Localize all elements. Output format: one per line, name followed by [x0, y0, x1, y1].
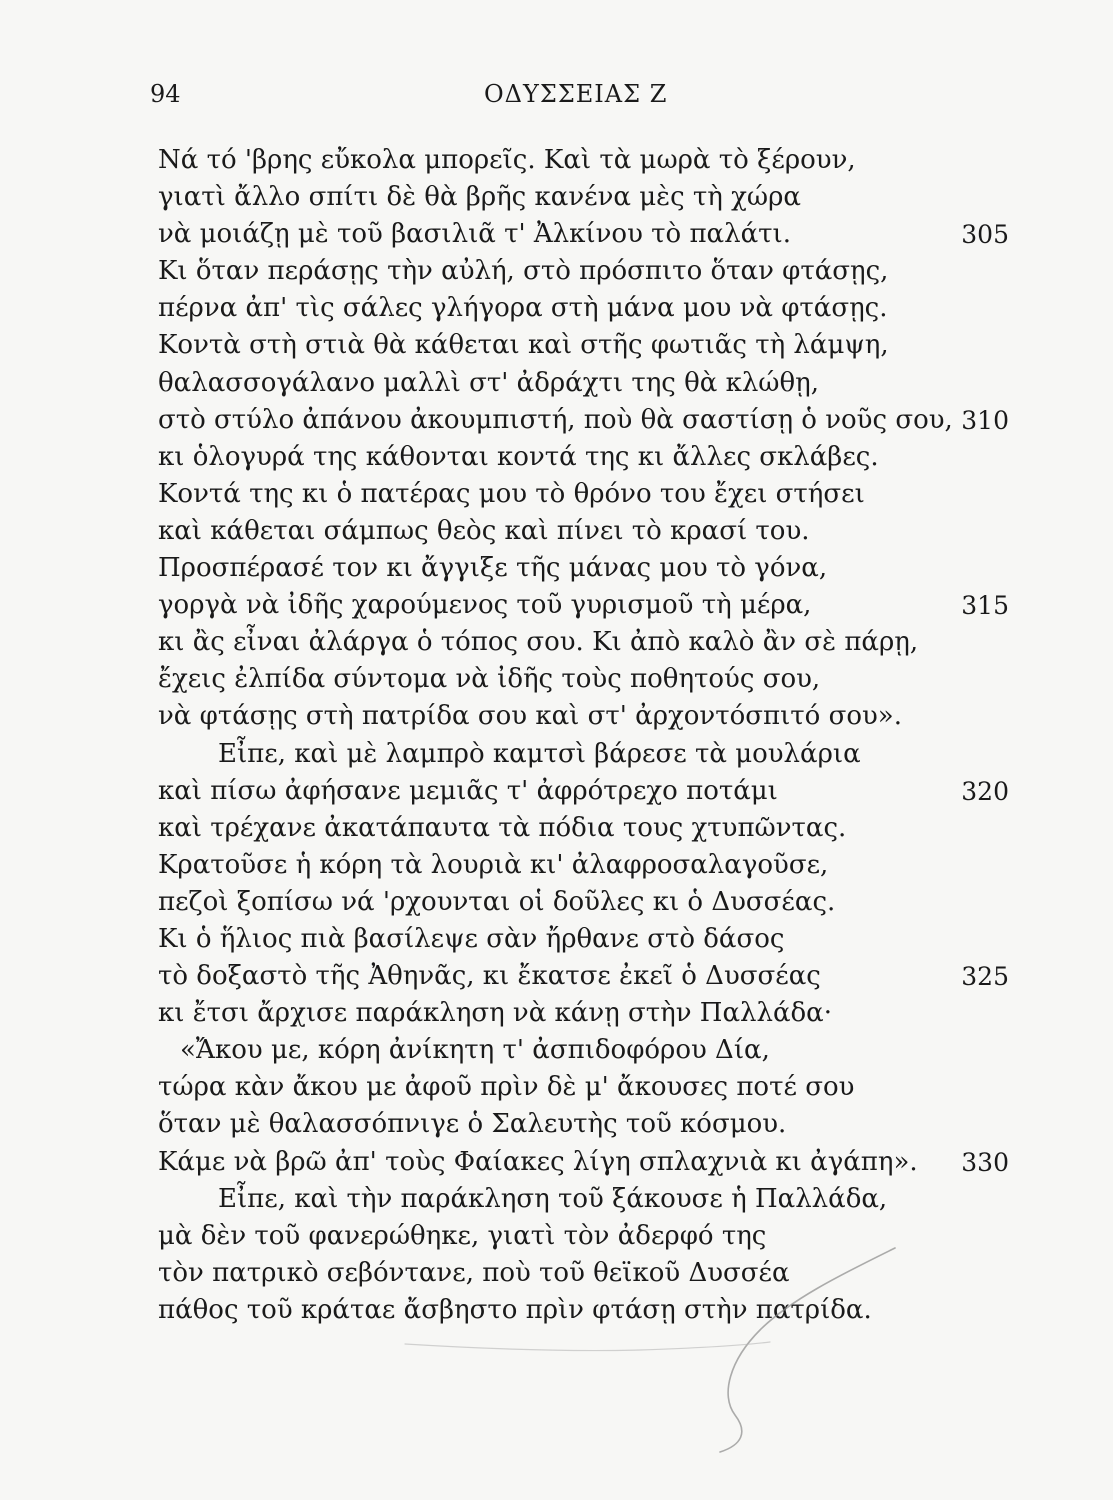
- verse-line: [0, 179, 1113, 216]
- verse-line: [0, 736, 1113, 773]
- verse-text: τὸ δοξαστὸ τῆς Ἀθηνᾶς, κι ἔκατσε ἐκεῖ ὁ Δυσσέας: [158, 961, 821, 992]
- verse-text: μὰ δὲν τοῦ φανερώθηκε, γιατὶ τὸν ἀδερφό της: [158, 1220, 767, 1251]
- verse-text: στὸ στύλο ἀπάνου ἀκουμπιστή, ποὺ θὰ σαστίσῃ ὁ νοῦς σου,: [158, 404, 953, 435]
- verse-line: [0, 884, 1113, 921]
- verse-line: [0, 327, 1113, 364]
- verse-text: πάθος τοῦ κράταε ἄσβηστο πρὶν φτάσῃ στὴν πατρίδα.: [158, 1294, 872, 1325]
- verse-line: [0, 402, 1113, 439]
- verse-text: καὶ τρέχανε ἀκατάπαυτα τὰ πόδια τους χτυπῶντας.: [158, 812, 847, 843]
- verse-text: τώρα κὰν ἄκου με ἀφοῦ πρὶν δὲ μ' ἄκουσες ποτέ σου: [158, 1072, 855, 1103]
- verse-text: Προσπέρασέ τον κι ἄγγιξε τῆς μάνας μου τὸ γόνα,: [158, 553, 828, 584]
- running-title: ΟΔΥΣΣΕΙΑΣ Ζ: [484, 80, 668, 108]
- verse-text: πεζοὶ ξοπίσω νά 'ρχουνται οἱ δοῦλες κι ὁ Δυσσέας.: [158, 886, 836, 917]
- verse-text: κι ὁλογυρά της κάθονται κοντά της κι ἄλλες σκλάβες.: [158, 441, 879, 472]
- page-number: 94: [150, 80, 181, 108]
- verse-line: [0, 1069, 1113, 1106]
- verse-text: κι ἂς εἶναι ἀλάργα ὁ τόπος σου. Κι ἀπὸ καλὸ ἂν σὲ πάρῃ,: [158, 627, 919, 658]
- verse-line: [0, 921, 1113, 958]
- verse-text: νὰ μοιάζῃ μὲ τοῦ βασιλιᾶ τ' Ἀλκίνου τὸ παλάτι.: [158, 219, 791, 250]
- verse-text: Κάμε νὰ βρῶ ἀπ' τοὺς Φαίακες λίγη σπλαχνιὰ κι ἀγάπη».: [158, 1146, 918, 1177]
- verse-line: [0, 810, 1113, 847]
- verse-text: Κι ὅταν περάσῃς τὴν αὐλή, στὸ πρόσπιτο ὅταν φτάσῃς,: [158, 256, 889, 287]
- line-number: 305: [961, 220, 1009, 250]
- verse-line: [0, 624, 1113, 661]
- verse-text: Εἶπε, καὶ τὴν παράκληση τοῦ ξάκουσε ἡ Παλλάδα,: [218, 1183, 888, 1214]
- line-number: 325: [961, 962, 1009, 992]
- verse-text: Κοντὰ στὴ στιὰ θὰ κάθεται καὶ στῆς φωτιᾶς τὴ λάμψη,: [158, 330, 889, 361]
- verse-text: ὅταν μὲ θαλασσόπνιγε ὁ Σαλευτὴς τοῦ κόσμου.: [158, 1109, 787, 1140]
- verse-line: [0, 773, 1113, 810]
- verse-block: [0, 142, 1113, 1329]
- verse-text: θαλασσογάλανο μαλλὶ στ' ἀδράχτι της θὰ κλώθῃ,: [158, 367, 820, 398]
- verse-text: ἔχεις ἐλπίδα σύντομα νὰ ἰδῆς τοὺς ποθητούς σου,: [158, 664, 821, 695]
- verse-text: πέρνα ἀπ' τὶς σάλες γλήγορα στὴ μάνα μου νὰ φτάσῃς.: [158, 293, 888, 324]
- verse-line: [0, 365, 1113, 402]
- verse-text: γιατὶ ἄλλο σπίτι δὲ θὰ βρῆς κανένα μὲς τὴ χώρα: [158, 182, 801, 213]
- verse-line: [0, 1218, 1113, 1255]
- verse-line: [0, 995, 1113, 1032]
- verse-text: Κι ὁ ἥλιος πιὰ βασίλεψε σὰν ἤρθανε στὸ δάσος: [158, 923, 785, 954]
- verse-text: Εἶπε, καὶ μὲ λαμπρὸ καμτσὶ βάρεσε τὰ μουλάρια: [218, 738, 861, 769]
- verse-line: [0, 1255, 1113, 1292]
- verse-line: [0, 698, 1113, 735]
- verse-line: [0, 476, 1113, 513]
- verse-line: [0, 290, 1113, 327]
- line-number: 330: [961, 1147, 1009, 1177]
- line-number: 315: [961, 591, 1009, 621]
- verse-line: [0, 1032, 1113, 1069]
- verse-text: Κρατοῦσε ἡ κόρη τὰ λουριὰ κι' ἀλαφροσαλαγοῦσε,: [158, 849, 829, 880]
- verse-line: [0, 142, 1113, 179]
- verse-text: τὸν πατρικὸ σεβόντανε, ποὺ τοῦ θεϊκοῦ Δυσσέα: [158, 1257, 790, 1288]
- line-number: 310: [961, 405, 1009, 435]
- verse-text: κι ἔτσι ἄρχισε παράκληση νὰ κάνῃ στὴν Παλλάδα·: [158, 998, 832, 1029]
- verse-line: [0, 661, 1113, 698]
- verse-text: γοργὰ νὰ ἰδῆς χαρούμενος τοῦ γυρισμοῦ τὴ μέρα,: [158, 590, 812, 621]
- verse-text: «Ἄκου με, κόρη ἀνίκητη τ' ἀσπιδοφόρου Δία,: [180, 1035, 770, 1066]
- verse-line: [0, 253, 1113, 290]
- verse-text: καὶ πίσω ἀφήσανε μεμιᾶς τ' ἀφρότρεχο ποτάμι: [158, 775, 778, 806]
- verse-line: [0, 958, 1113, 995]
- verse-line: [0, 1106, 1113, 1143]
- verse-text: Κοντά της κι ὁ πατέρας μου τὸ θρόνο του ἔχει στήσει: [158, 478, 865, 509]
- verse-text: καὶ κάθεται σάμπως θεὸς καὶ πίνει τὸ κρασί του.: [158, 515, 810, 546]
- verse-line: [0, 1292, 1113, 1329]
- verse-line: [0, 513, 1113, 550]
- page-header: [0, 80, 1113, 120]
- line-number: 320: [961, 776, 1009, 806]
- verse-text: Νά τό 'βρης εὔκολα μπορεῖς. Καὶ τὰ μωρὰ τὸ ξέρουν,: [158, 145, 856, 175]
- verse-line: [0, 439, 1113, 476]
- verse-line: [0, 1181, 1113, 1218]
- verse-text: νὰ φτάσῃς στὴ πατρίδα σου καὶ στ' ἀρχοντόσπιτό σου».: [158, 701, 902, 732]
- verse-line: [0, 216, 1113, 253]
- verse-line: [0, 587, 1113, 624]
- verse-line: [0, 847, 1113, 884]
- verse-line: [0, 1144, 1113, 1181]
- verse-line: [0, 550, 1113, 587]
